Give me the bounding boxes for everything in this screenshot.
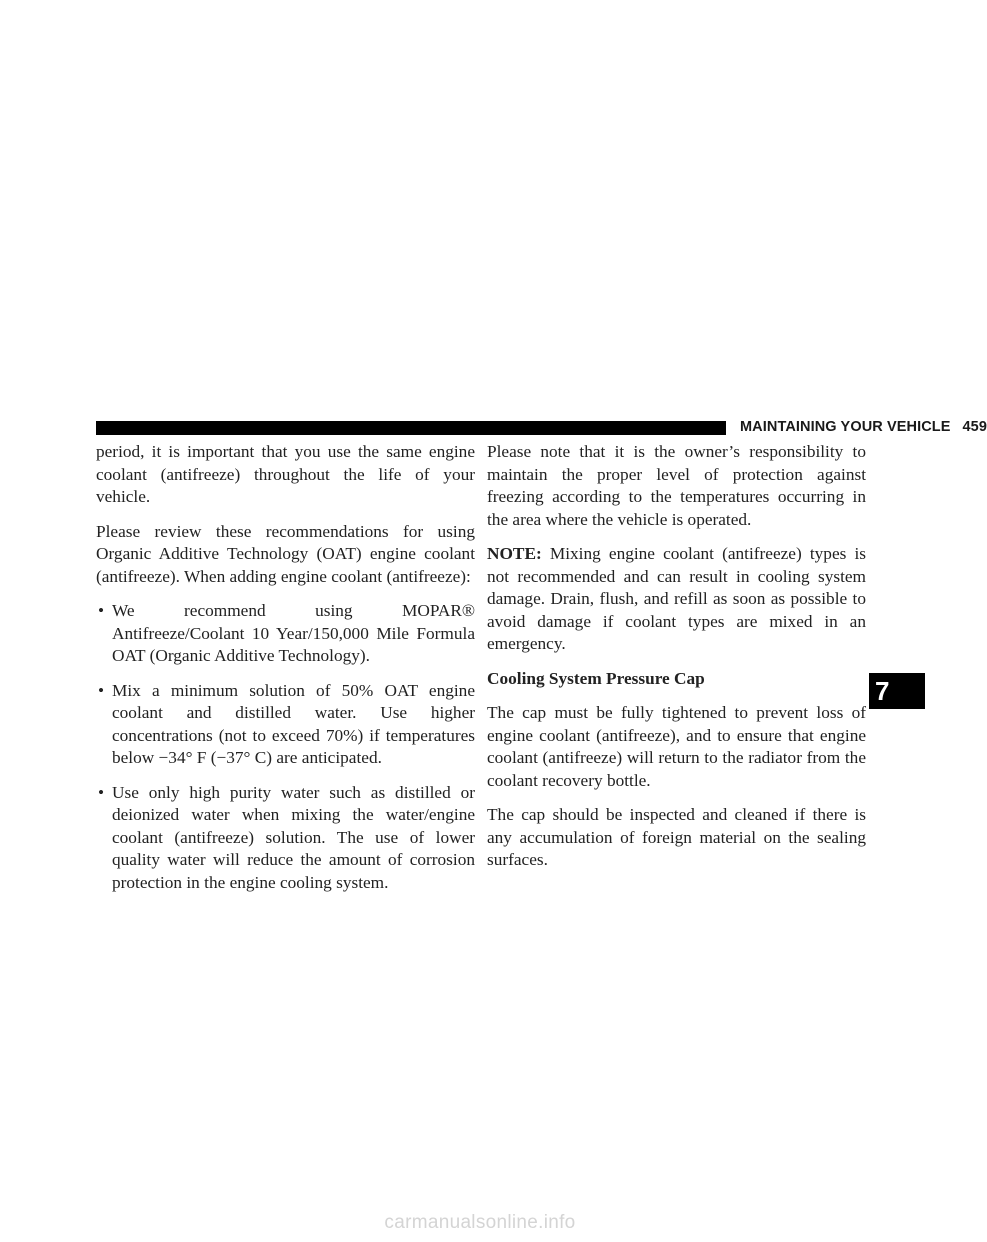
page-number: 459 xyxy=(962,419,987,435)
bullet-text: We recommend using MOPAR® Antifreeze/Coolant 10 Year/150,000 Mile Formula OAT (Organic Additive Technology). xyxy=(112,601,475,665)
left-paragraph-2: Please review these recommendations for using Organic Additive Technology (OAT) engine coolant (antifreeze). When adding engine coolant (antifreeze): xyxy=(96,521,475,586)
right-paragraph-2: The cap must be fully tightened to prevent loss of engine coolant (antifreeze), and to ensure that engine coolant (antifreeze) will return to the radiator from the coolant recovery bottle. xyxy=(487,703,866,790)
note-paragraph xyxy=(487,543,866,656)
bullet-item xyxy=(96,680,475,770)
bullet-marker: • xyxy=(98,601,105,620)
bullet-text: Use only high purity water such as distilled or deionized water when mixing the water/engine coolant (antifreeze) solution. The use of lower quality water will reduce the amount of corrosion protection in the engine cooling system. xyxy=(112,782,475,892)
right-column xyxy=(487,441,866,884)
left-column xyxy=(96,441,475,906)
bullet-marker: • xyxy=(98,782,105,802)
chapter-tab: 7 xyxy=(869,673,925,709)
right-paragraph-1: Please note that it is the owner’s responsibility to maintain the proper level of protection against freezing according to the temperatures occurring in the area where the vehicle is operated. xyxy=(487,442,866,529)
right-paragraph-3: The cap should be inspected and cleaned if there is any accumulation of foreign material on the sealing surfaces. xyxy=(487,805,866,869)
bullet-item xyxy=(96,782,475,895)
section-title: MAINTAINING YOUR VEHICLE xyxy=(740,419,951,435)
note-label: NOTE: xyxy=(487,544,542,563)
bullet-text: Mix a minimum solution of 50% OAT engine coolant and distilled water. Use higher concentrations (not to exceed 70%) if temperatures below −34° F (−37° C) are anticipated. xyxy=(112,680,475,767)
left-paragraph-1: period, it is important that you use the same engine coolant (antifreeze) throughout the life of your vehicle. xyxy=(96,442,475,506)
header-rule xyxy=(96,421,726,435)
section-subheading: Cooling System Pressure Cap xyxy=(487,668,705,688)
running-header xyxy=(740,419,987,435)
bullet-marker: • xyxy=(98,680,105,700)
note-text: Mixing engine coolant (antifreeze) types is not recommended and can result in cooling system damage. Drain, flush, and refill as soon as possible to avoid damage if coolant types are mixed in an emergency. xyxy=(487,544,866,653)
bullet-item xyxy=(96,600,475,668)
watermark: carmanualsonline.info xyxy=(384,1212,576,1233)
